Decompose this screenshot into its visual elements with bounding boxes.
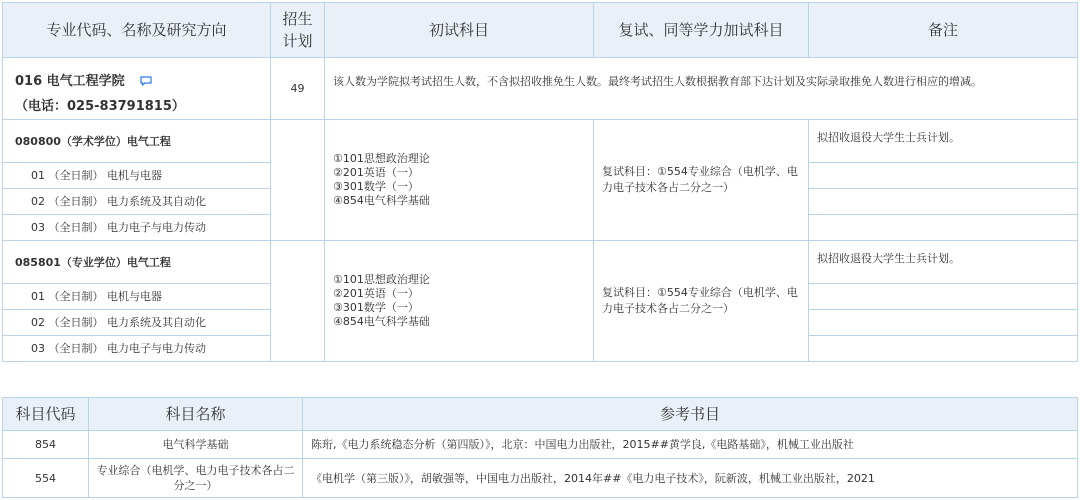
initial-subject: ①101思想政治理论 [333, 152, 430, 165]
program-plan [270, 240, 325, 362]
table-gap [0, 362, 1080, 394]
subject-name: 电气科学基础 [88, 430, 303, 459]
direction-item: 03 （全日制） 电力电子与电力传动 [2, 335, 271, 362]
department-phone: （电话：025-83791815） [15, 99, 185, 114]
initial-subject: ②201英语（一） [333, 287, 419, 300]
note-empty [808, 188, 1078, 215]
direction-item: 02 （全日制） 电力系统及其自动化 [2, 309, 271, 336]
reference-books: 《电机学（第三版）》，胡敏强等，中国电力出版社，2014年##《电力电子技术》，阮新波，机械工业出版社，2021 [302, 458, 1078, 498]
subject-name: 专业综合（电机学、电力电子技术各占二分之一） [88, 458, 303, 498]
initial-subject: ④854电气科学基础 [333, 194, 430, 207]
subject-code: 854 [2, 430, 89, 459]
initial-subject: ①101思想政治理论 [333, 273, 430, 286]
note-empty [808, 214, 1078, 241]
initial-subject: ③301数学（一） [333, 301, 419, 314]
direction-item: 02 （全日制） 电力系统及其自动化 [2, 188, 271, 215]
direction-item: 01 （全日制） 电机与电器 [2, 162, 271, 189]
header-plan: 招生计划 [270, 2, 325, 58]
initial-subjects [324, 119, 594, 241]
header-subject-code: 科目代码 [2, 397, 89, 431]
note-empty [808, 283, 1078, 310]
header-initial-subjects: 初试科目 [324, 2, 594, 58]
program-note: 拟招收退役大学生士兵计划。 [808, 240, 1078, 284]
header-major: 专业代码、名称及研究方向 [2, 2, 271, 58]
program-note: 拟招收退役大学生士兵计划。 [808, 119, 1078, 163]
initial-subject: ③301数学（一） [333, 180, 419, 193]
direction-item: 01 （全日制） 电机与电器 [2, 283, 271, 310]
header-notes: 备注 [808, 2, 1078, 58]
program-title: 080800（学术学位）电气工程 [2, 119, 271, 163]
department-name: 016 电气工程学院 [15, 74, 125, 89]
department-note: 该人数为学院拟考试招生人数，不含拟招收推免生人数。最终考试招生人数根据教育部下达计划及实际录取推免人数进行相应的增减。 [324, 57, 1078, 120]
retest-subjects [593, 119, 809, 241]
header-subject-name: 科目名称 [88, 397, 303, 431]
note-empty [808, 335, 1078, 362]
reference-books: 陈珩,《电力系统稳态分析（第四版）》，北京：中国电力出版社，2015##黄学良,《电路基础》，机械工业出版社 [302, 430, 1078, 459]
comment-icon[interactable] [140, 76, 152, 86]
program-title: 085801（专业学位）电气工程 [2, 240, 271, 284]
note-empty [808, 309, 1078, 336]
retest-text: 复试科目：①554专业综合（电机学、电力电子技术各占二分之一） [602, 165, 798, 194]
retest-subjects [593, 240, 809, 362]
initial-subject: ②201英语（一） [333, 166, 419, 179]
initial-subject: ④854电气科学基础 [333, 315, 430, 328]
retest-text: 复试科目：①554专业综合（电机学、电力电子技术各占二分之一） [602, 286, 798, 315]
initial-subjects [324, 240, 594, 362]
header-reference-books: 参考书目 [302, 397, 1078, 431]
program-plan [270, 119, 325, 241]
note-empty [808, 162, 1078, 189]
direction-item: 03 （全日制） 电力电子与电力传动 [2, 214, 271, 241]
department-plan: 49 [270, 57, 325, 120]
department-cell [2, 57, 271, 120]
subject-code: 554 [2, 458, 89, 498]
header-retest-subjects: 复试、同等学力加试科目 [593, 2, 809, 58]
